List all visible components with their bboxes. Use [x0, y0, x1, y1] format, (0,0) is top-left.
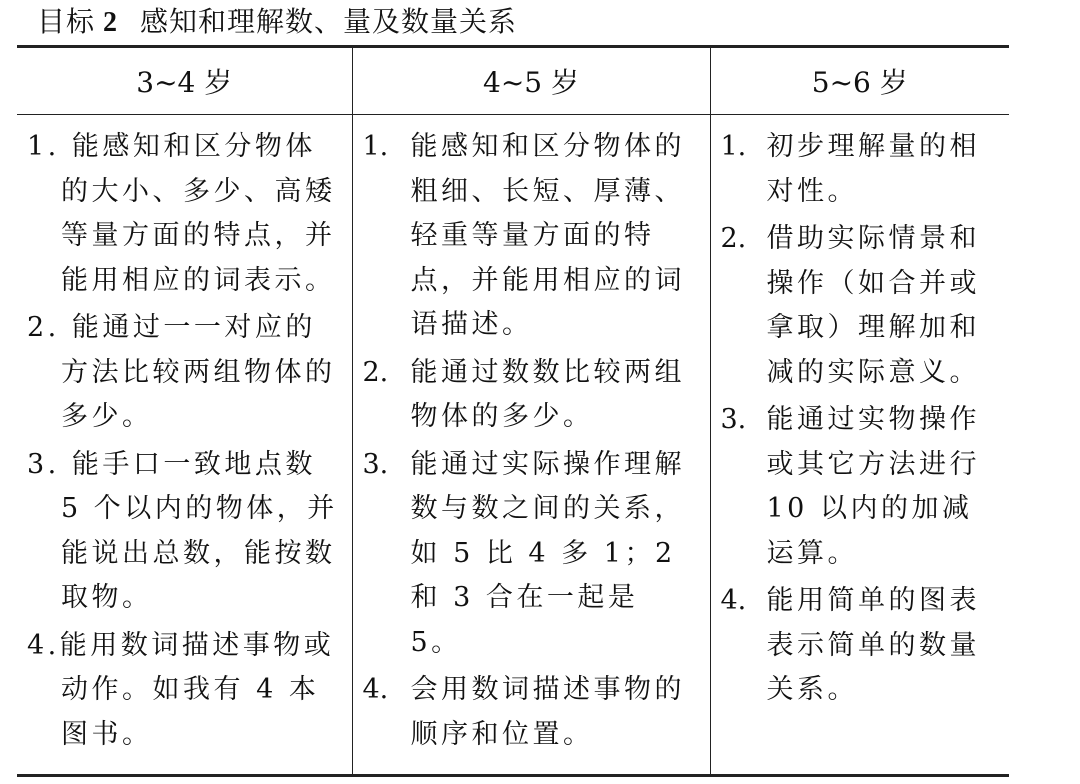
list-item — [363, 125, 702, 348]
item-text: 能通过一一对应的方法比较两组物体的多少。 — [61, 312, 336, 432]
goal-list — [27, 125, 344, 757]
item-number: 3. — [27, 448, 60, 480]
item-number: 2. — [27, 312, 60, 343]
item-text: 能手口一致地点数 5 个以内的物体，并能说出总数，能按数取物。 — [61, 448, 338, 613]
item-text: 借助实际情景和操作（如合并或拿取）理解加和减的实际意义。 — [766, 223, 980, 388]
goals-table — [17, 45, 1009, 777]
item-number: 2. — [720, 223, 747, 254]
list-item — [27, 125, 344, 303]
item-text: 能通过数数比较两组物体的多少。 — [410, 356, 685, 432]
goal-title: 感知和理解数、量及数量关系 — [140, 5, 518, 38]
item-text: 能感知和区分物体的大小、多少、高矮等量方面的特点，并能用相应的词表示。 — [61, 131, 336, 296]
list-item — [721, 217, 1002, 395]
item-number: 4. — [362, 674, 389, 705]
list-item — [721, 125, 1002, 214]
item-text: 能通过实际操作理解数与数之间的关系，如 5 比 4 多 1；2 和 3 合在一起是 5。 — [410, 448, 685, 658]
item-text: 会用数词描述事物的顺序和位置。 — [410, 674, 685, 750]
item-number: 3. — [362, 448, 389, 480]
item-number: 1. — [362, 131, 389, 162]
column-header-age-3-4: 3~4 岁 — [17, 47, 352, 115]
list-item — [721, 579, 1002, 713]
item-number: 4. — [720, 585, 747, 616]
list-item — [27, 624, 344, 758]
item-number: 3. — [720, 404, 747, 435]
table-body-row — [17, 115, 1009, 776]
list-item — [27, 306, 344, 440]
goals-table-container — [17, 45, 1009, 777]
list-item — [363, 668, 702, 757]
item-number: 1. — [720, 131, 747, 162]
list-item — [27, 443, 344, 621]
list-item — [363, 443, 702, 666]
column-header-age-5-6: 5~6 岁 — [710, 47, 1009, 115]
list-item — [363, 351, 702, 440]
goal-list — [721, 125, 1002, 713]
goal-number: 2 — [103, 7, 119, 38]
item-text: 能感知和区分物体的粗细、长短、厚薄、轻重等量方面的特点，并能用相应的词语描述。 — [410, 131, 685, 340]
section-heading — [37, 2, 517, 43]
item-number: 2. — [362, 356, 389, 388]
column-cell-age-5-6 — [710, 115, 1009, 776]
goal-label: 目标 — [37, 5, 96, 38]
list-item — [721, 398, 1002, 576]
item-text: 能通过实物操作或其它方法进行 10 以内的加减运算。 — [766, 404, 980, 569]
item-number: 4. — [27, 629, 60, 661]
column-cell-age-4-5 — [352, 115, 710, 776]
item-text: 能用简单的图表表示简单的数量关系。 — [766, 585, 980, 705]
goal-list — [363, 125, 702, 757]
item-text: 能用数词描述事物或动作。如我有 4 本图书。 — [59, 629, 335, 750]
column-header-age-4-5: 4~5 岁 — [352, 47, 710, 115]
item-number: 1. — [27, 131, 60, 162]
item-text: 初步理解量的相对性。 — [766, 131, 980, 207]
table-header-row — [17, 47, 1009, 115]
column-cell-age-3-4 — [17, 115, 352, 776]
